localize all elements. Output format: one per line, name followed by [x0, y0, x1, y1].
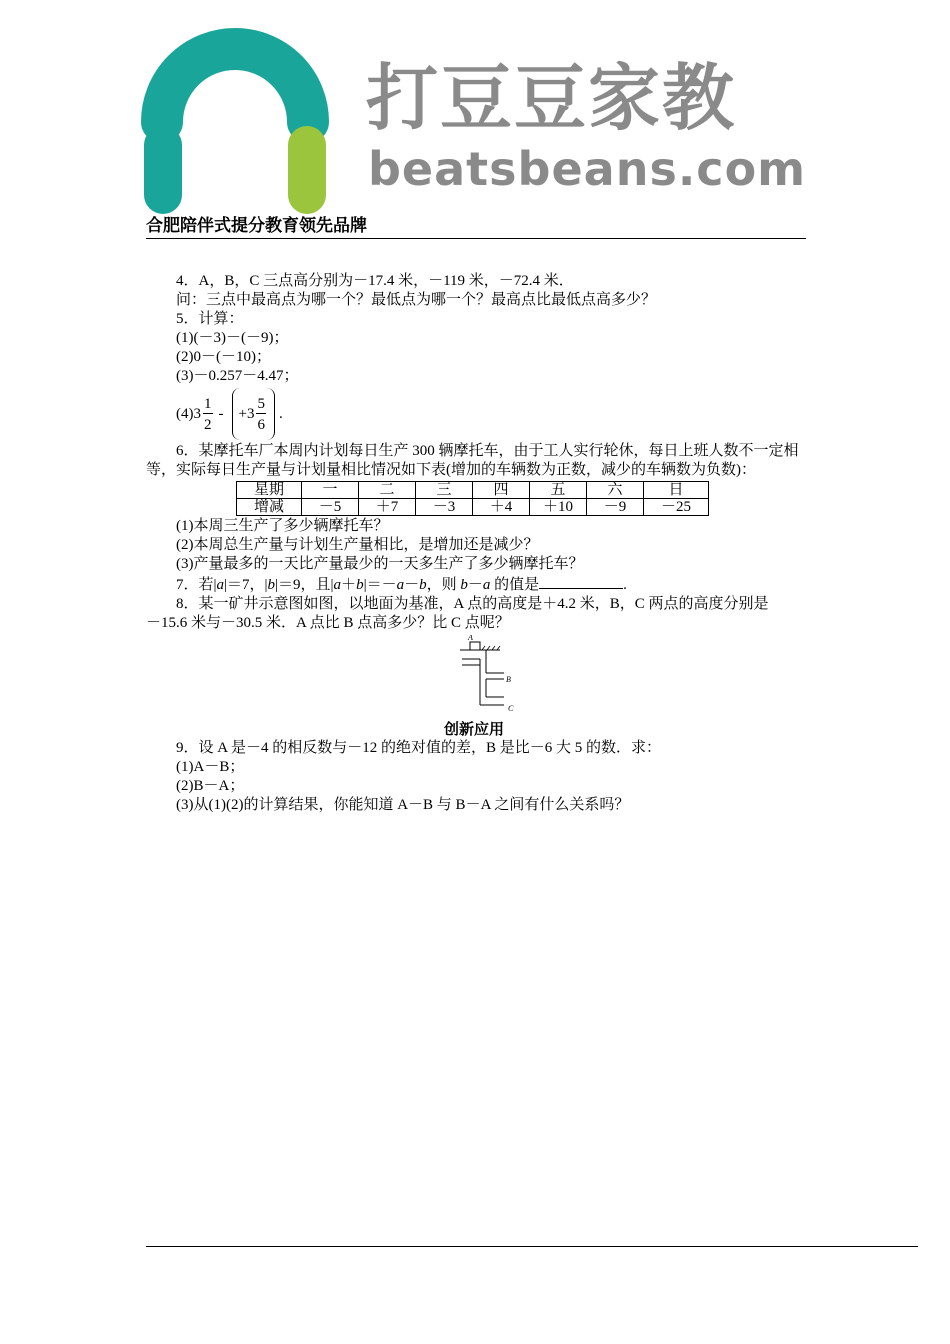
table-cell: 一 [302, 482, 359, 499]
fraction-1-denominator: 2 [203, 413, 213, 434]
table-row [237, 482, 709, 499]
q5-item4-end: . [278, 405, 283, 422]
mixed-number-1 [194, 395, 215, 434]
q9-item-1: (1)A－B； [176, 759, 245, 775]
q7-text: |＝7，| [224, 577, 268, 593]
q9-line1: 9．设 A 是－4 的相反数与－12 的绝对值的差，B 是比－6 大 5 的数．求： [176, 740, 662, 756]
label-c: C [508, 704, 514, 713]
q5-item-3: (3)－0.257－4.47； [176, 368, 299, 384]
table-cell: 三 [416, 482, 473, 499]
table-cell: 二 [359, 482, 416, 499]
table-cell: －3 [416, 499, 473, 516]
q6-question-1: (1)本周三生产了多少辆摩托车？ [176, 518, 389, 534]
fraction-1-numerator: 1 [204, 395, 212, 412]
label-b: B [506, 675, 511, 684]
var-a: a [333, 577, 342, 593]
var-a: a [482, 577, 491, 593]
logo-mark-icon [140, 22, 330, 217]
q9-item-2: (2)B－A； [176, 778, 245, 794]
q7-text: ＋ [341, 577, 357, 593]
q4-line2: 问：三点中最高点为哪一个？最低点为哪一个？最高点比最低点高多少？ [176, 292, 657, 308]
q6-text: 6．某摩托车厂本周内计划每日生产 300 辆摩托车，由于工人实行轮休，每日上班人数不一定相等，实际每日生产量与计划量相比情况如下表(增加的车辆数为正数，减少的车辆数为负数)： [146, 443, 799, 478]
table-row [237, 499, 709, 516]
q7-line [176, 574, 808, 595]
q7-text: － [467, 577, 483, 593]
table-cell: 四 [473, 482, 530, 499]
table-cell: －9 [587, 499, 644, 516]
fraction-2-numerator: 5 [257, 395, 265, 412]
q5-item-4 [176, 386, 808, 442]
table-cell: －5 [302, 499, 359, 516]
table-cell: ＋10 [530, 499, 587, 516]
table-cell: －25 [644, 499, 709, 516]
table-cell: ＋4 [473, 499, 530, 516]
document-body [146, 272, 808, 815]
q8-line1: 8．某一矿井示意图如图，以地面为基准，A 点的高度是＋4.2 米，B，C 两点的高度分别是 [176, 596, 769, 612]
brand-name-cn: 打豆豆家教 [366, 56, 737, 140]
brand-name-en: beatsbeans.com [368, 142, 807, 196]
fraction-1 [203, 395, 213, 434]
table-cell: 增减 [237, 499, 302, 516]
q7-text: 的值是 [490, 577, 540, 593]
mixed2-whole: 3 [246, 405, 255, 422]
q4-line1: 4．A，B，C 三点高分别为－17.4 米，－119 米，－72.4 米． [176, 273, 574, 289]
parenthesis-group [232, 388, 275, 440]
table-cell: 五 [530, 482, 587, 499]
q6-question-2: (2)本周总生产量与计划生产量相比，是增加还是减少？ [176, 537, 539, 553]
var-b: b [267, 577, 276, 593]
mine-shaft-diagram [460, 635, 520, 719]
answer-blank [539, 574, 623, 589]
q5-title: 5．计算： [176, 311, 244, 327]
mixed1-whole: 3 [193, 405, 201, 422]
section-title: 创新应用 [444, 720, 505, 738]
minus-operator: - [218, 405, 224, 422]
var-a: a [216, 577, 225, 593]
q7-text: － [404, 577, 420, 593]
mixed-number-2 [247, 395, 268, 434]
fraction-2-denominator: 6 [256, 413, 266, 434]
brand-slogan: 合肥陪伴式提分教育领先品牌 [146, 216, 367, 236]
label-a: A [468, 635, 473, 642]
var-b: b [356, 577, 364, 593]
q5-item4-prefix: (4) [176, 405, 194, 422]
table-cell: ＋7 [359, 499, 416, 516]
q5-item-2: (2)0－(－10)； [176, 349, 271, 365]
q6-question-3: (3)产量最多的一天比产量最少的一天多生产了多少辆摩托车？ [176, 556, 584, 572]
q5-item-1: (1)(－3)－(－9)； [176, 330, 289, 346]
q7-text: |＝9，且| [275, 577, 334, 593]
footer-divider [146, 1246, 918, 1247]
table-cell: 日 [644, 482, 709, 499]
q7-text: 7．若| [176, 577, 217, 593]
production-table [236, 481, 709, 516]
var-a: a [396, 577, 405, 593]
fraction-2 [256, 395, 266, 434]
q7-text: |＝－ [363, 577, 397, 593]
q7-text: ，则 [426, 577, 461, 593]
table-cell: 六 [587, 482, 644, 499]
q8-line2: －15.6 米与－30.5 米．A 点比 B 点高多少？比 C 点呢？ [146, 615, 510, 631]
plus-sign: + [238, 405, 247, 422]
q9-item-3: (3)从(1)(2)的计算结果，你能知道 A－B 与 B－A 之间有什么关系吗？ [176, 797, 630, 813]
var-b: b [460, 577, 468, 593]
header-divider [146, 238, 806, 239]
q7-text: . [623, 577, 627, 593]
var-b: b [419, 577, 427, 593]
table-cell: 星期 [237, 482, 302, 499]
